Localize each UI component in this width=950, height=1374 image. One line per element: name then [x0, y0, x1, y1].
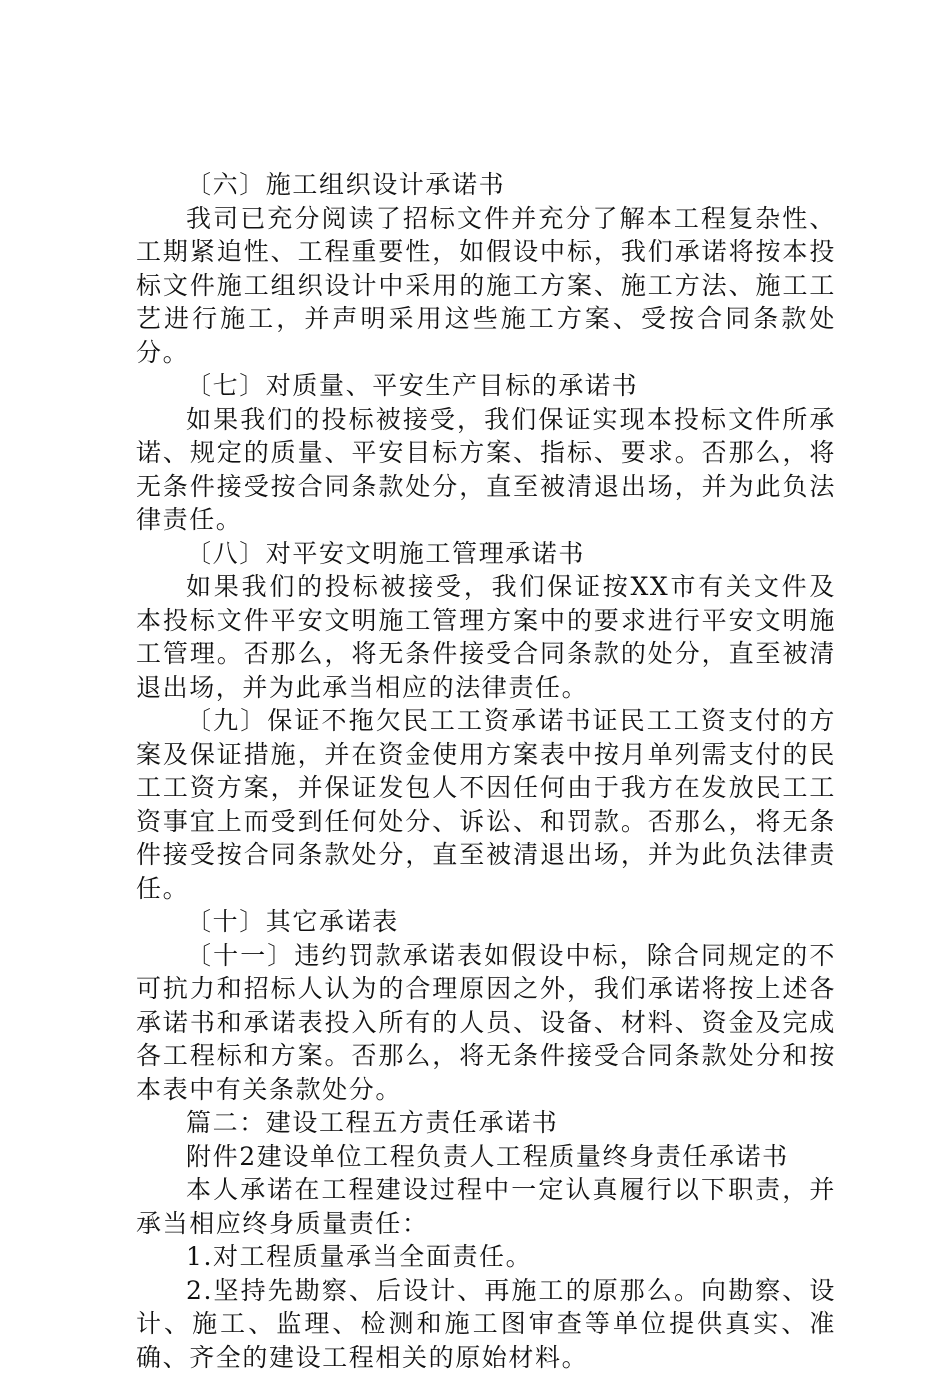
section-heading-7: 〔七〕对质量、平安生产目标的承诺书	[136, 369, 836, 403]
paragraph-11-body: 〔十一〕违约罚款承诺表如假设中标，除合同规定的不可抗力和招标人认为的合理原因之外，我们承诺将按上述各承诺书和承诺表投入所有的人员、设备、材料、资金及完成各工程标和方案。否那么，将无条件接受合同条款处分和按本表中有关条款处分。	[136, 939, 836, 1107]
attachment-title: 附件2建设单位工程负责人工程质量终身责任承诺书	[136, 1140, 836, 1174]
paragraph-9-body: 〔九〕保证不拖欠民工工资承诺书证民工工资支付的方案及保证措施，并在资金使用方案表中按月单列需支付的民工工资方案，并保证发包人不因任何由于我方在发放民工工资事宜上而受到任何处分、诉讼、和罚款。否那么，将无条件接受按合同条款处分，直至被清退出场，并为此负法律责任。	[136, 704, 836, 905]
paragraph-6-body: 我司已充分阅读了招标文件并充分了解本工程复杂性、工期紧迫性、工程重要性，如假设中标，我们承诺将按本投标文件施工组织设计中采用的施工方案、施工方法、施工工艺进行施工，并声明采用这些施工方案、受按合同条款处分。	[136, 202, 836, 370]
section-heading-6: 〔六〕施工组织设计承诺书	[136, 168, 836, 202]
paragraph-8-body: 如果我们的投标被接受，我们保证按XX市有关文件及本投标文件平安文明施工管理方案中的要求进行平安文明施工管理。否那么，将无条件接受合同条款的处分，直至被清退出场，并为此承当相应的法律责任。	[136, 570, 836, 704]
commitment-intro: 本人承诺在工程建设过程中一定认真履行以下职责，并承当相应终身质量责任：	[136, 1173, 836, 1240]
commitment-item-1: 1.对工程质量承当全面责任。	[136, 1240, 836, 1274]
section-heading-8: 〔八〕对平安文明施工管理承诺书	[136, 537, 836, 571]
document-body	[136, 168, 836, 1374]
section-heading-10: 〔十〕其它承诺表	[136, 905, 836, 939]
commitment-item-2: 2.坚持先勘察、后设计、再施工的原那么。向勘察、设计、施工、监理、检测和施工图审查等单位提供真实、准确、齐全的建设工程相关的原始材料。	[136, 1274, 836, 1374]
paragraph-7-body: 如果我们的投标被接受，我们保证实现本投标文件所承诺、规定的质量、平安目标方案、指标、要求。否那么，将无条件接受按合同条款处分，直至被清退出场，并为此负法律责任。	[136, 403, 836, 537]
chapter-heading-2: 篇二：建设工程五方责任承诺书	[136, 1106, 836, 1140]
